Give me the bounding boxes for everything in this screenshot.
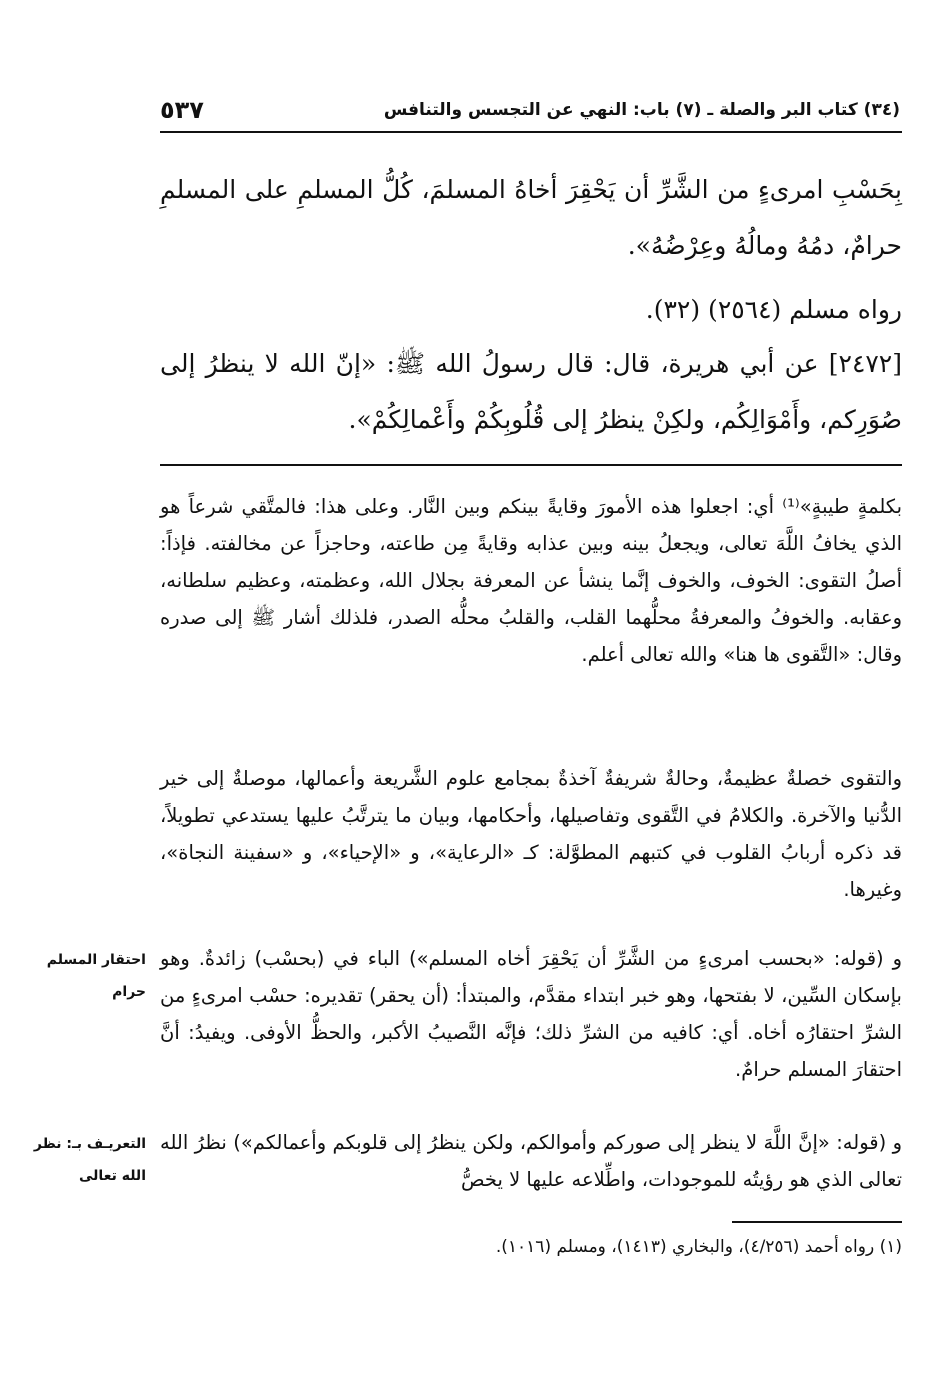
commentary-paragraph-3: و (قوله: «بحسب امرىءٍ من الشَّرِّ أن يَحْقِرَ أخاه المسلم») الباء في (بحسْب) زائدةٌ. وهو بإسكان السِّين، لا بفتحها، وهو خبر ابتداء مقدَّم، والمبتدأ: (أن يحقر) تقديره: حسْب امرىءٍ من الشرِّ احتقارُه أخاه. أي: كافيه من الشرِّ ذلك؛ فإنَّه النَّصيبُ الأكبر، والحظُّ الأوفى. ويفيدُ: أنَّ احتقارَ المسلم حرامٌ. [160,947,902,1081]
running-title: (٣٤) كتاب البر والصلة ـ (٧) باب: النهي عن التجسس والتنافس [383,100,900,120]
commentary-paragraph-2: والتقوى خصلةٌ عظيمةٌ، وحالةٌ شريفةٌ آخذةٌ بمجامع علوم الشَّريعة وأعمالها، موصلةٌ إلى خير الدُّنيا والآخرة. والكلامُ في التَّقوى وتفاصيلها، وأحكامها، وبيان ما يترتَّبُ عليها يستدعي تطويلاً، قد ذكره أربابُ القلوب في كتبهم المطوَّلة: كـ «الرعاية»، و «الإحياء»، و «سفينة النجاة»، وغيرها. [160,767,902,901]
hadith-text-continuation: بِحَسْبِ امرىءٍ من الشَّرِّ أن يَحْقِرَ أخاهُ المسلمَ، كُلُّ المسلمِ على المسلمِ حرامٌ، دمُهُ ومالُهُ وعِرْضُهُ». [160,175,902,260]
commentary-paragraph-1: بكلمةٍ طيبةٍ»⁽¹⁾ أي: اجعلوا هذه الأمورَ وقايةً بينكم وبين النَّار. وعلى هذا: فالمتَّقي شرعاً هو الذي يخافُ اللَّهَ تعالى، ويجعلُ بينه وبين عذابه وقايةً مِن طاعته، وحاجزاً عن مخالفته. فإذاً: أصلُ التقوى: الخوف، والخوف إنَّما ينشأ عن المعرفة بجلال الله، وعظمته، وعظيم سلطانه، وعقابه. والخوفُ والمعرفةُ محلُّهما القلب، والقلبُ محلُّه الصدر، فلذلك أشار ﷺ إلى صدره وقال: «التَّقوى ها هنا» والله تعالى أعلم. [160,495,903,666]
header-rule [160,131,902,133]
margin-note-contempt: احتقار المسلم حرام [46,952,146,1000]
footnote-rule [732,1221,902,1223]
page-header [160,96,902,130]
margin-note-definition: التعريـف بـ: نظر الله تعالى [33,1136,146,1184]
section-separator [160,464,902,466]
hadith-text-2472: [٢٤٧٢] عن أبي هريرة، قال: قال رسولُ الله ﷺ: «إنّ الله لا ينظرُ إلى صُوَرِكم، وأَمْوَالِكُم، ولكِنْ ينظرُ إلى قُلُوبِكُمْ وأَعْمالِكُمْ». [160,349,902,434]
page-number: ٥٣٧ [160,96,204,124]
commentary-paragraph-4: و (قوله: «إنَّ اللَّهَ لا ينظر إلى صوركم وأموالكم، ولكن ينظرُ إلى قلوبكم وأعمالكم») نظرُ الله تعالى الذي هو رؤيتُه للموجودات، واطِّلاعه عليها لا يخصُّ [160,1131,902,1191]
hadith-source: رواه مسلم (٢٥٦٤) (٣٢). [645,295,902,324]
footnote: (١) رواه أحمد (٤/٢٥٦)، والبخاري (١٤١٣)، ومسلم (١٠١٦). [495,1237,902,1257]
